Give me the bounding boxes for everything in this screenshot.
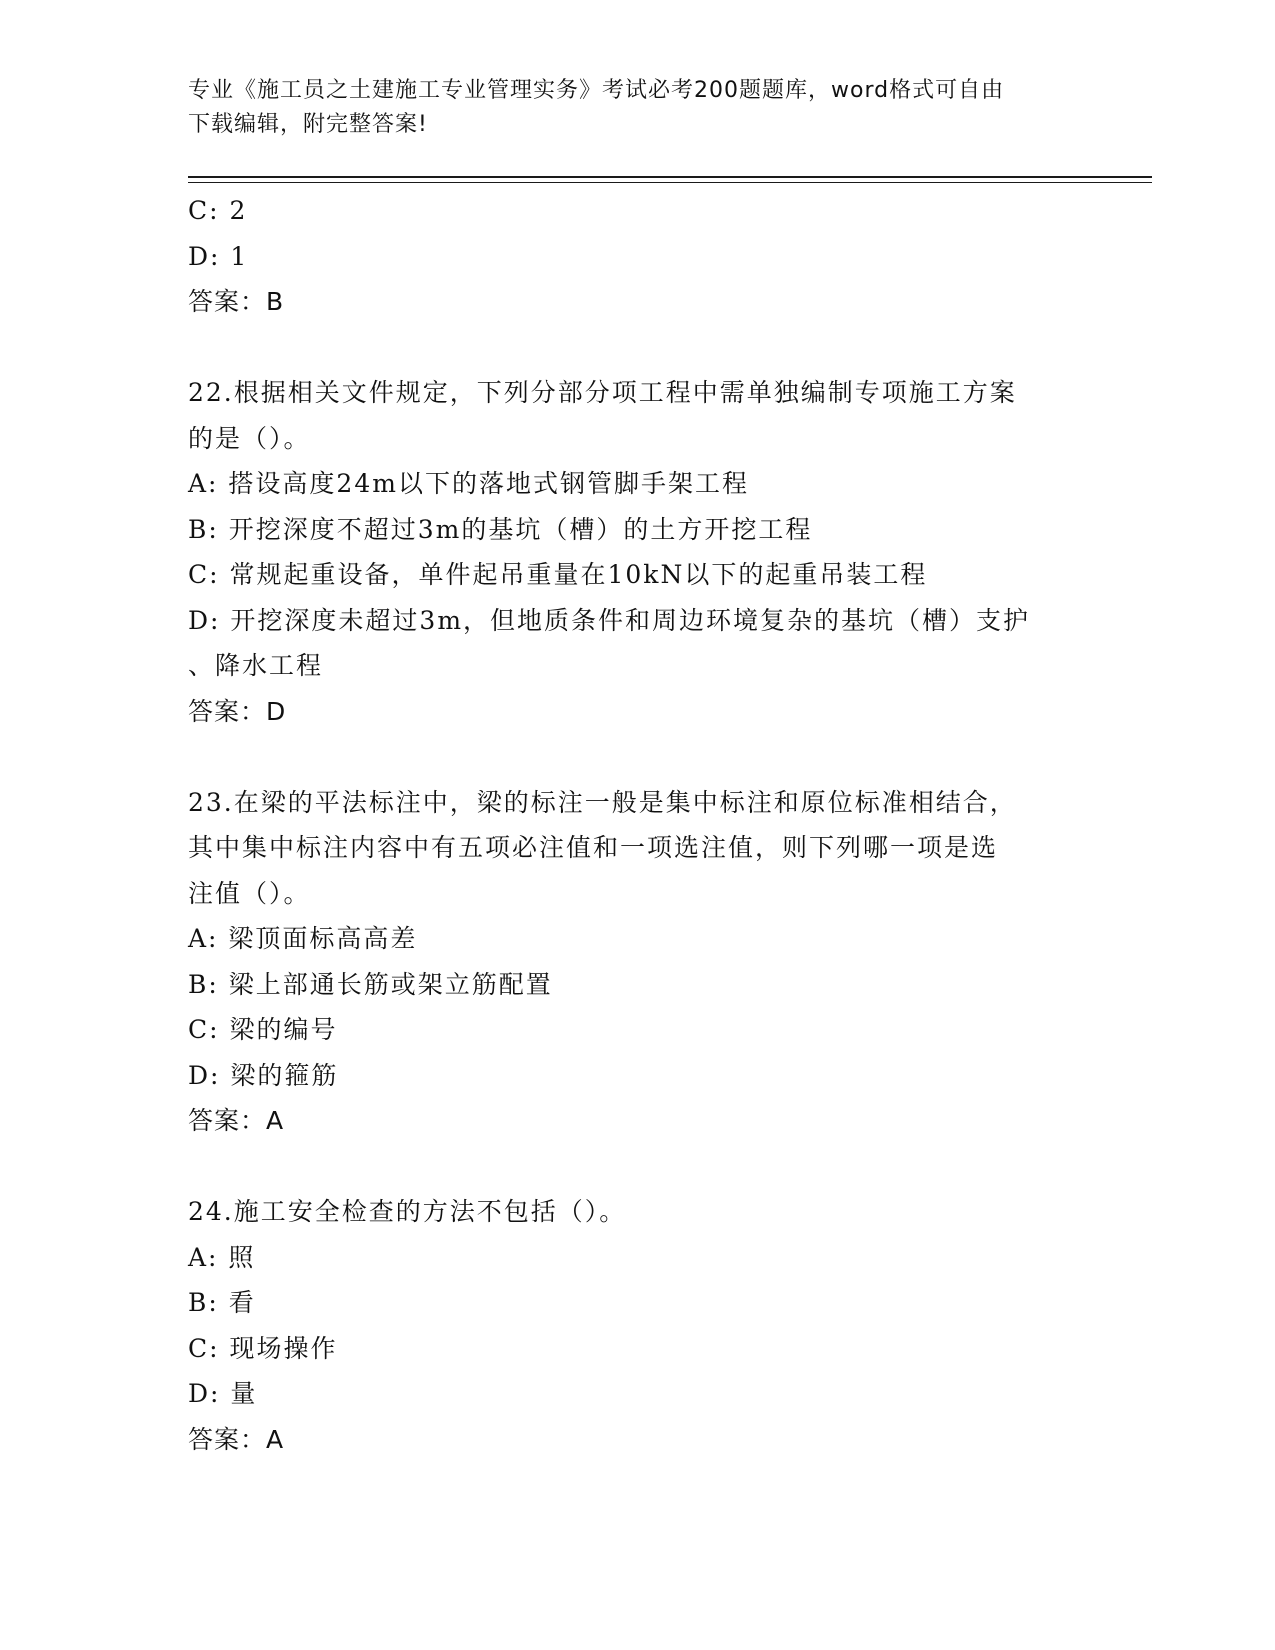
header-divider-thick — [188, 176, 1152, 178]
option-d: D: 1 — [188, 241, 249, 271]
option-d: D: 开挖深度未超过3m，但地质条件和周边环境复杂的基坑（槽）支护 — [188, 605, 1031, 635]
question-stem: 的是（）。 — [188, 423, 311, 453]
question-stem: 22.根据相关文件规定，下列分部分项工程中需单独编制专项施工方案 — [188, 378, 1017, 407]
question-22 — [188, 370, 1088, 734]
header-line-1: 专业《施工员之土建施工专业管理实务》考试必考200题题库，word格式可自由 — [188, 78, 1005, 103]
option-b: B: 梁上部通长筋或架立筋配置 — [188, 969, 553, 999]
question-stem: 24.施工安全检查的方法不包括（）。 — [188, 1197, 627, 1226]
answer-line: 答案：B — [188, 287, 285, 316]
previous-question-tail — [188, 188, 1088, 325]
option-d: D: 量 — [188, 1379, 258, 1408]
answer-line: 答案：D — [188, 696, 287, 726]
option-c: C: 2 — [188, 196, 248, 225]
option-d: D: 梁的箍筋 — [188, 1060, 339, 1090]
answer-line: 答案：A — [188, 1106, 285, 1135]
header-divider-thin — [188, 182, 1152, 183]
question-23 — [188, 780, 1088, 1144]
option-b: B: 开挖深度不超过3m的基坑（槽）的土方开挖工程 — [188, 514, 813, 544]
spacer — [188, 325, 1088, 371]
option-b: B: 看 — [188, 1288, 256, 1317]
option-d-continued: 、降水工程 — [188, 651, 324, 680]
option-a: A: 照 — [188, 1242, 256, 1272]
option-a: A: 梁顶面标高高差 — [188, 924, 418, 953]
option-a: A: 搭设高度24m以下的落地式钢管脚手架工程 — [188, 469, 749, 498]
question-content — [188, 188, 1088, 1462]
answer-line: 答案：A — [188, 1424, 285, 1454]
question-stem: 注值（）。 — [188, 878, 311, 908]
option-c: C: 现场操作 — [188, 1333, 338, 1363]
spacer — [188, 1144, 1088, 1190]
option-c: C: 梁的编号 — [188, 1015, 338, 1044]
spacer — [188, 734, 1088, 780]
question-stem: 23.在梁的平法标注中，梁的标注一般是集中标注和原位标准相结合， — [188, 787, 1017, 817]
header-line-2: 下载编辑，附完整答案! — [188, 112, 428, 137]
option-c: C: 常规起重设备，单件起吊重量在10kN以下的起重吊装工程 — [188, 560, 928, 589]
document-header — [188, 74, 1068, 142]
question-24 — [188, 1189, 1088, 1462]
question-stem: 其中集中标注内容中有五项必注值和一项选注值，则下列哪一项是选 — [188, 833, 999, 862]
